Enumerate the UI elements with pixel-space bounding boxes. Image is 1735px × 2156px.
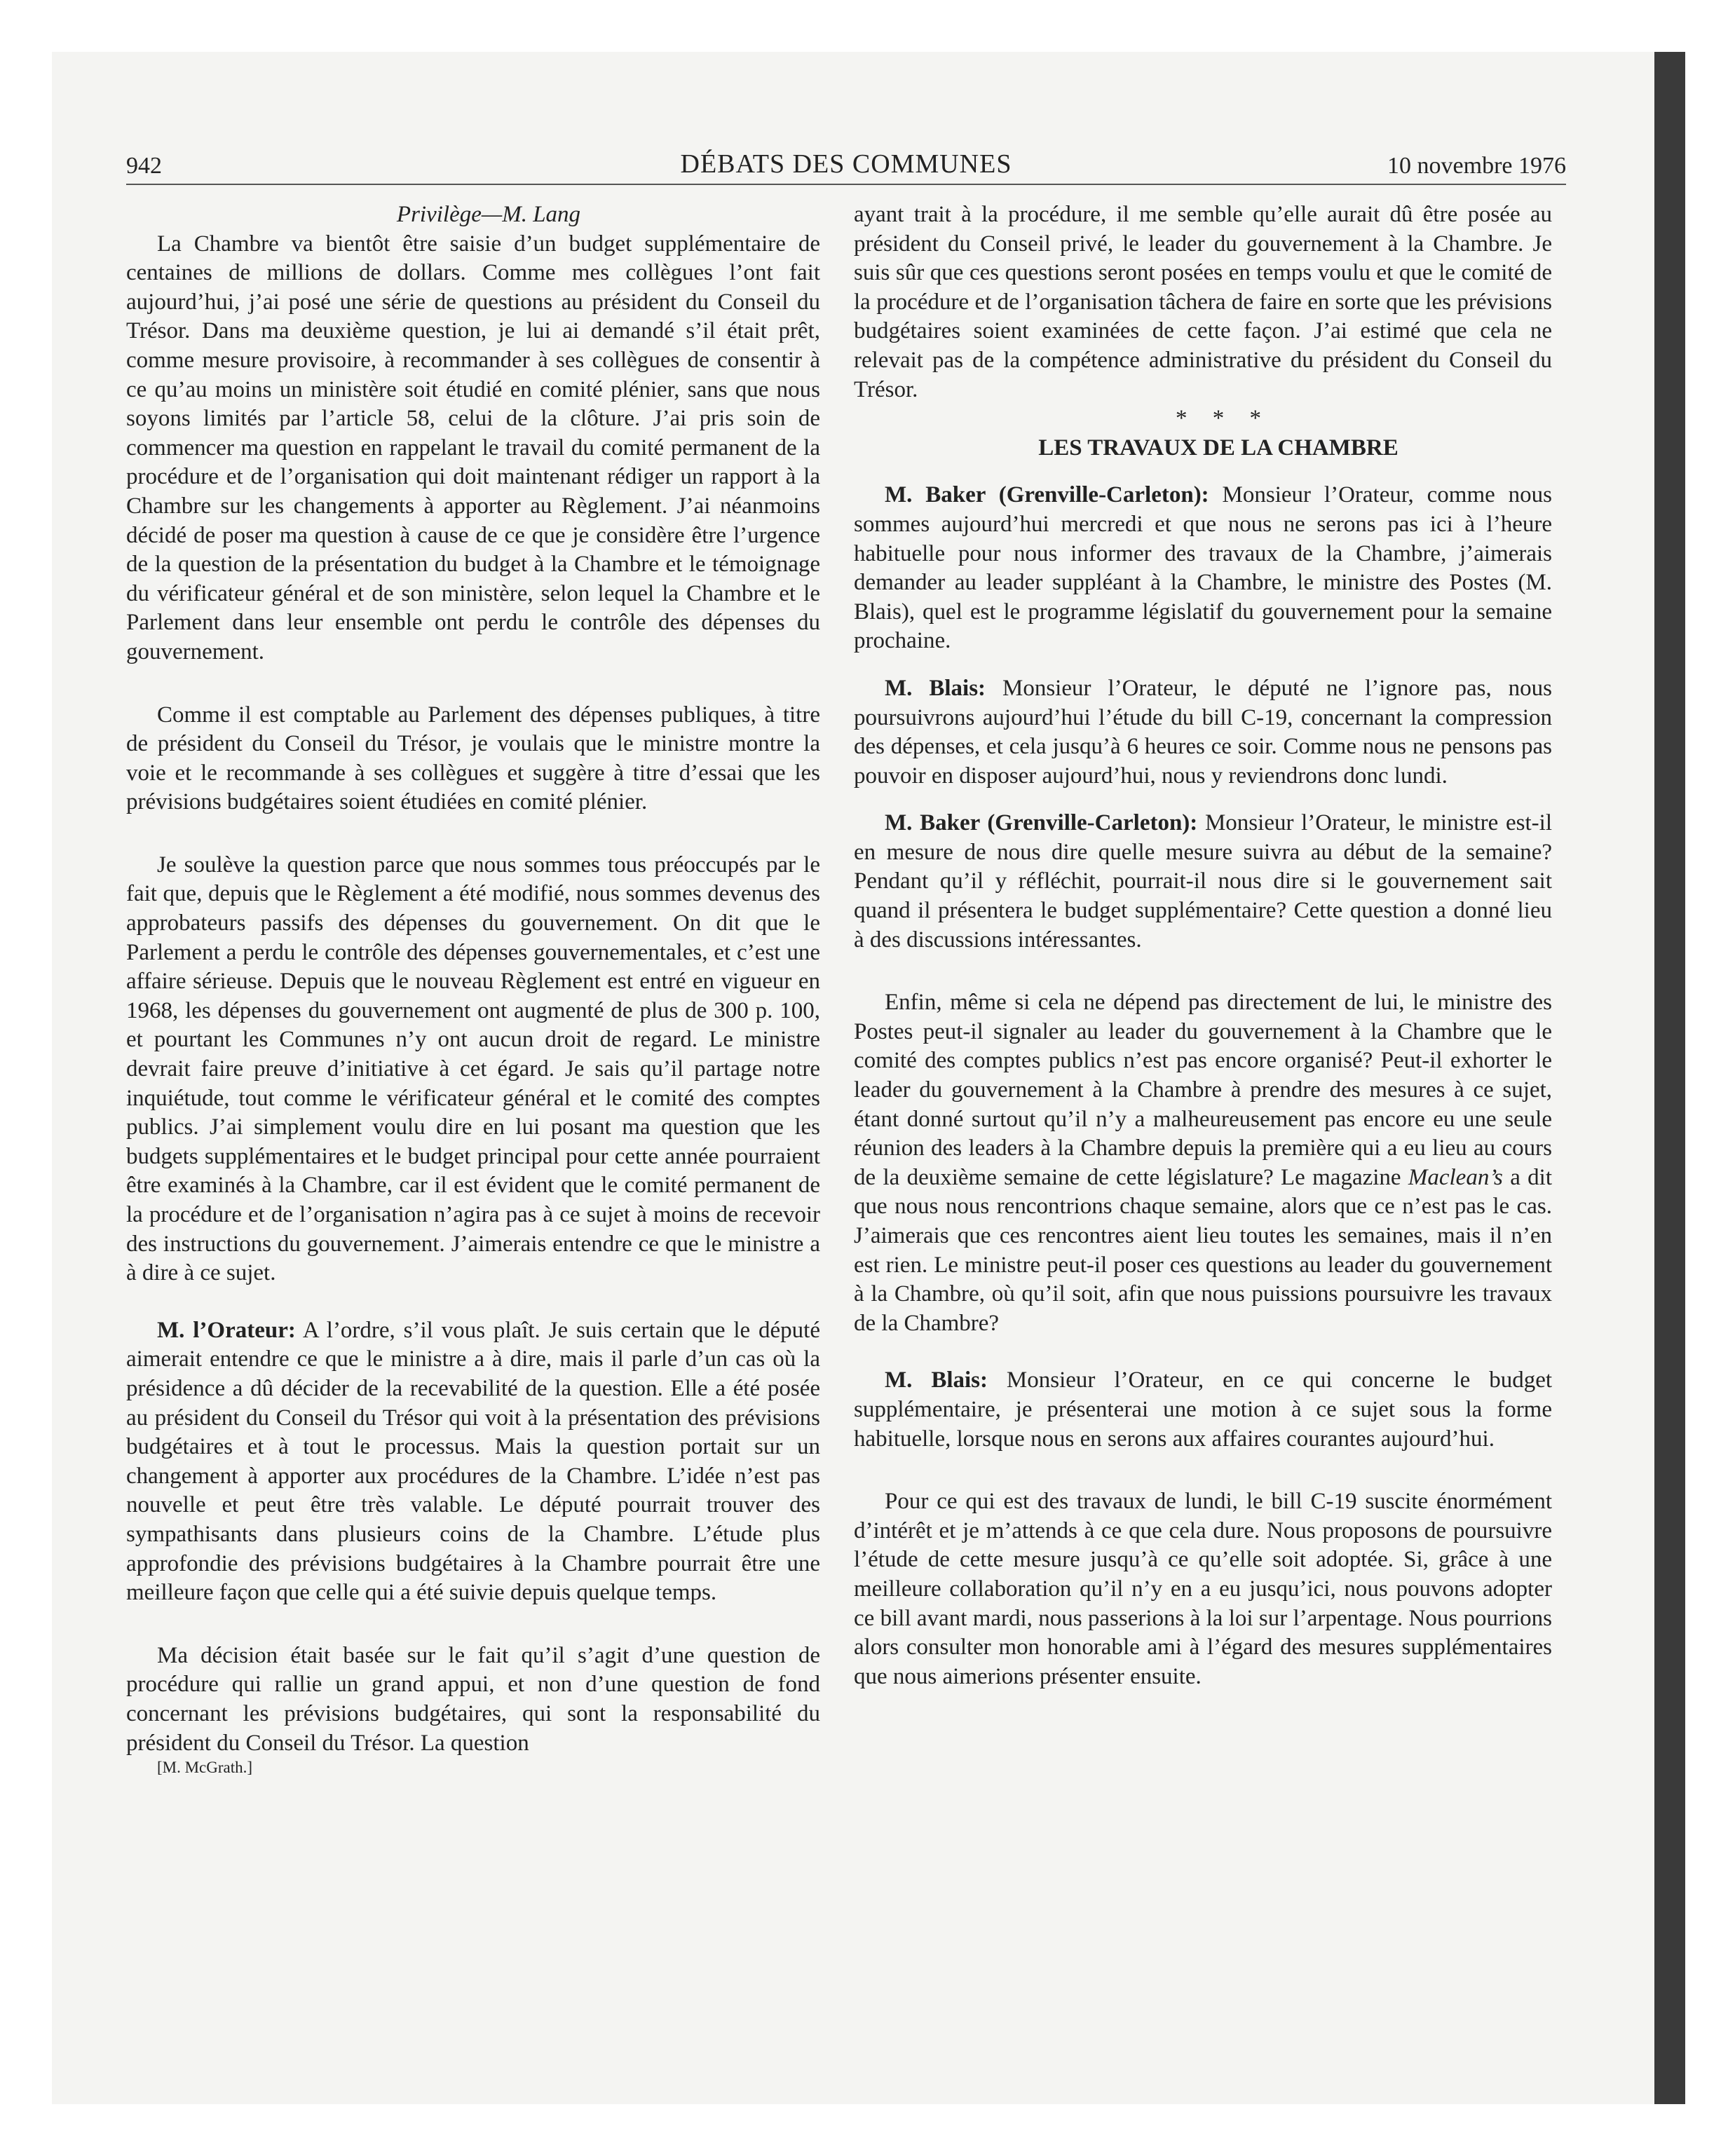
page-number: 942	[126, 153, 162, 179]
paragraph-baker-3	[854, 988, 1552, 1338]
publication-date: 10 novembre 1976	[1387, 153, 1566, 179]
speech-text: a dit que nous nous rencontrions chaque semaine, alors que ce n’est pas le cas. J’aimerais que ces rencontres aient lieu toutes les semaines, mais il n’en est rien. Le ministre peut-il poser ces questions au leader du gouvernement à la Chambre, où qu’il soit, afin que nous puissions poursuivre les travaux de la Chambre?	[854, 1164, 1553, 1336]
paragraph-baker-1	[854, 481, 1552, 656]
paragraph-5: Ma décision était basée sur le fait qu’il s’agit d’une question de procédure qui rallie un grand appui, et non d’une question de fond concernant les prévisions budgétaires, qui sont la responsabilité du président du Conseil du Trésor. La question	[126, 1642, 820, 1756]
paragraph-1: La Chambre va bientôt être saisie d’un budget supplémentaire de centaines de millions de dollars. Comme mes collègues l’ont fait aujourd’hui, j’ai posé une série de questions au président du Conseil du Trésor. Dans ma deuxième question, je lui ai demandé s’il était prêt, comme mesure provisoire, à recommander à ses collègues de consentir à ce qu’au moins un ministère soit étudié en comité plénier, sans que nous soyons limités par l’article 58, celui de la clôture. J’ai pris soin de commencer ma question en rappelant le travail du comité permanent de la procédure et de l’organisation qui doit maintenant rédiger un rapport à la Chambre sur les changements à apporter au Règlement. J’ai néanmoins décidé de poser ma question à cause de ce que je considère être l’urgence de la question de la présentation du budget à la Chambre et le témoignage du vérificateur général et de son ministère, selon lequel la Chambre et le Parlement dans leur ensemble ont perdu le contrôle des dépenses du gouvernement.	[126, 231, 820, 664]
section-header: Privilège—M. Lang	[396, 202, 581, 227]
speaker-name: M. Baker (Grenville-Carleton):	[885, 810, 1198, 836]
speech-text: Monsieur l’Orateur, en ce qui concerne le budget supplémentaire, je présenterai une motion à ce sujet sous la forme habituelle, lorsque nous en serons aux affaires courantes aujourd’hui.	[854, 1367, 1553, 1452]
speech-text: Enfin, même si cela ne dépend pas directement de lui, le ministre des Postes peut-il signaler au leader du gouvernement à la Chambre que le comité des comptes publics n’est pas encore organisé? Peut-il exhorter le leader du gouvernement à la Chambre à prendre des mesures à ce sujet, étant donné surtout qu’il n’y a malheureusement pas encore eu une seule réunion des leaders à la Chambre depuis la première qui a eu lieu au cours de la deuxième semaine de cette législature? Le magazine	[854, 990, 1552, 1190]
paragraph-2: Comme il est comptable au Parlement des dépenses publiques, à titre de président du Conseil du Trésor, je voulais que le ministre montre la voie et le recommande à ses collègues et suggère à titre d’essai que les prévisions budgétaires soient étudiées en comité plénier.	[126, 702, 820, 815]
section-title: LES TRAVAUX DE LA CHAMBRE	[1038, 435, 1399, 460]
speech-text: A l’ordre, s’il vous plaît. Je suis certain que le député aimerait entendre ce que le ministre a à dire, mais il parle d’un cas où la présidence a dû décider de la recevabilité de la question. Elle a été posée au président du Conseil du Trésor qui voit à la présentation des prévisions budgétaires et à tout le processus. Mais la question portait sur un changement à apporter aux procédures de la Chambre. L’idée n’est pas nouvelle et peut être très valable. Le député pourrait trouver des sympathisants dans plusieurs coins de la Chambre. L’étude plus approfondie des prévisions budgétaires à la Chambre pourrait être une meilleure façon que celle qui a été suivie depuis quelque temps.	[126, 1317, 820, 1606]
right-column	[854, 200, 1552, 1691]
paragraph-blais-1	[854, 674, 1552, 791]
paragraph-3: Je soulève la question parce que nous sommes tous préoccupés par le fait que, depuis que le Règlement a été modifié, nous sommes devenus des approbateurs passifs des dépenses du gouvernement. On dit que le Parlement a perdu le contrôle des dépenses gouvernementales, et c’est une affaire sérieuse. Depuis que le nouveau Règlement est entré en vigueur en 1968, les dépenses du gouvernement ont augmenté de plus de 300 p. 100, et pourtant les Communes n’y ont aucun droit de regard. Le ministre devrait faire preuve d’initiative à cet égard. Je sais qu’il partage notre inquiétude, tout comme le vérificateur général et le comité des comptes publics. J’ai simplement voulu dire en lui posant ma question que les budgets supplémentaires et le budget principal pour cette année pourraient être examinés à la Chambre, car il est évident que le comité permanent de la procédure et de l’organisation n’agira pas à ce sujet à moins de recevoir des instructions du gouvernement. J’aimerais entendre ce que le ministre a à dire à ce sujet.	[126, 852, 820, 1286]
header-rule	[126, 184, 1566, 185]
speech-text: Monsieur l’Orateur, le député ne l’ignore pas, nous poursuivrons aujourd’hui l’étude du bill C-19, concernant la compression des dépenses, et cela jusqu’à 6 heures ce soir. Comme nous ne pensons pas pouvoir en disposer aujourd’hui, nous y reviendrons donc lundi.	[854, 675, 1553, 789]
section-separator: * * *	[1176, 406, 1261, 432]
speaker-attribution: [M. McGrath.]	[157, 1759, 253, 1777]
page-header	[126, 142, 1566, 184]
speaker-name: M. Blais:	[885, 675, 986, 701]
speech-text: Monsieur l’Orateur, comme nous sommes aujourd’hui mercredi et que nous ne serons pas ici à l’heure habituelle pour nous informer des travaux de la Chambre, j’aimerais demander au leader suppléant à la Chambre, le ministre des Postes (M. Blais), quel est le programme législatif du gouvernement pour la semaine prochaine.	[854, 482, 1552, 654]
scan-edge-shadow	[1654, 52, 1685, 2104]
speaker-name: M. Blais:	[885, 1367, 988, 1393]
paragraph-blais-3: Pour ce qui est des travaux de lundi, le bill C-19 suscite énormément d’intérêt et je m’attends à ce que cela dure. Nous proposons de poursuivre l’étude de cette mesure jusqu’à ce qu’elle soit adoptée. Si, grâce à une meilleure collaboration qu’il n’y en a eu jusqu’ici, nous pouvons adopter ce bill avant mardi, nous passerions à la loi sur l’arpentage. Nous pourrions alors consulter mon honorable ami à l’égard des mesures supplémentaires que nous aimerions présenter ensuite.	[854, 1489, 1552, 1689]
speech-text: Monsieur l’Orateur, le ministre est-il en mesure de nous dire quelle mesure suivra au début de la semaine? Pendant qu’il y réfléchit, pourrait-il nous dire si le gouvernement sait quand il présentera le budget supplémentaire? Cette question a donné lieu à des discussions intéressantes.	[854, 810, 1552, 953]
paragraph-continued: ayant trait à la procédure, il me semble qu’elle aurait dû être posée au président du Conseil privé, le leader du gouvernement à la Chambre. Je suis sûr que ces questions seront posées en temps voulu et que le comité de la procédure et de l’organisation tâchera de faire en sorte que les prévisions budgétaires soient examinées de cette façon. J’ai estimé que cela ne relevait pas de la compétence administrative du président du Conseil du Trésor.	[854, 202, 1552, 402]
publication-title: DÉBATS DES COMMUNES	[680, 149, 1012, 179]
speaker-name: M. l’Orateur:	[157, 1317, 296, 1343]
paragraph-blais-2	[854, 1366, 1552, 1454]
paragraph-4	[126, 1316, 820, 1608]
magazine-name: Maclean’s	[1408, 1164, 1503, 1190]
left-column	[126, 200, 820, 1778]
speaker-name: M. Baker (Grenville-Carleton):	[885, 482, 1209, 508]
paragraph-baker-2	[854, 809, 1552, 955]
